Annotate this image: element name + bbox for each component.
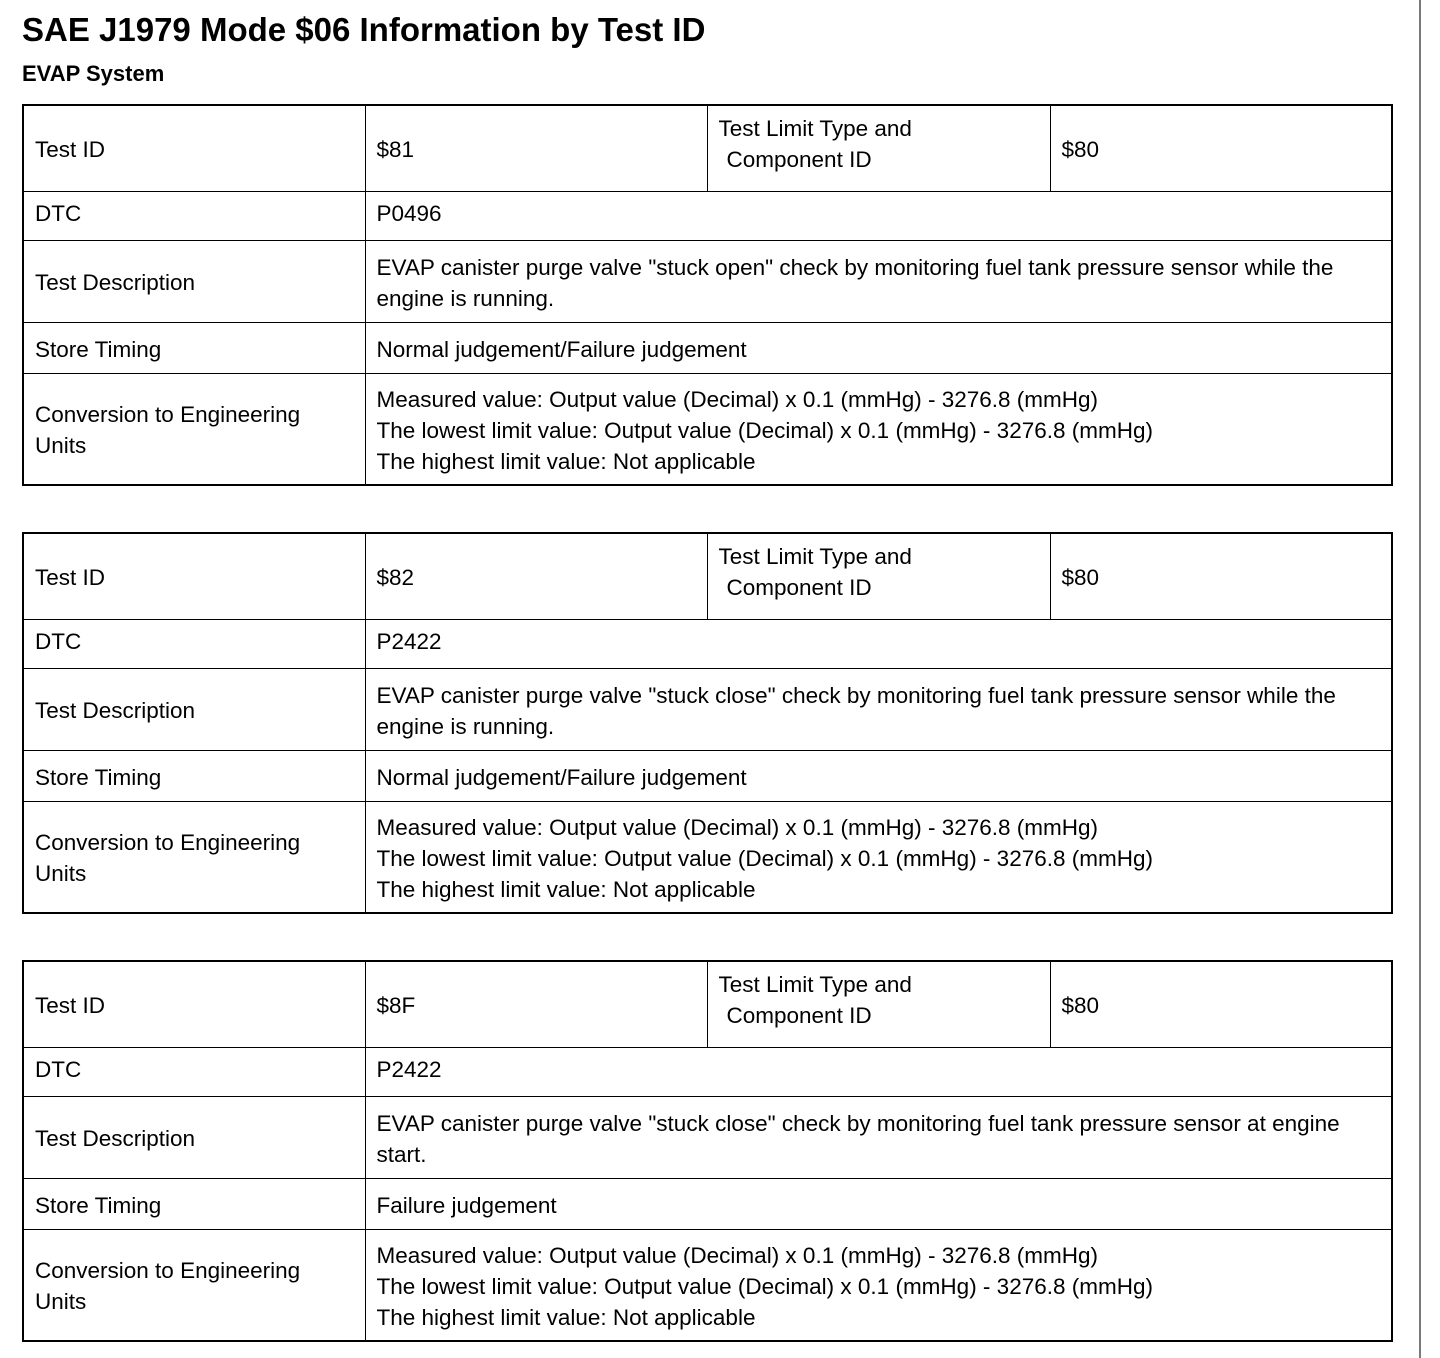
test-table-1 <box>22 104 1393 486</box>
test-description-row <box>23 1097 1392 1179</box>
conversion-value <box>365 1230 1392 1342</box>
test-id-row <box>23 533 1392 620</box>
test-description-label: Test Description <box>23 241 365 323</box>
limit-type-label-line2: Component ID <box>726 147 872 172</box>
limit-type-value: $80 <box>1050 533 1392 620</box>
store-timing-label: Store Timing <box>23 751 365 802</box>
conversion-row <box>23 1230 1392 1342</box>
limit-type-label <box>707 105 1050 192</box>
test-id-row <box>23 961 1392 1048</box>
conversion-row <box>23 374 1392 486</box>
conversion-highest-limit: The highest limit value: Not applicable <box>376 1304 756 1330</box>
test-id-row <box>23 105 1392 192</box>
limit-type-value: $80 <box>1050 961 1392 1048</box>
test-table-3 <box>22 960 1393 1342</box>
conversion-lowest-limit: The lowest limit value: Output value (Decimal) x 0.1 (mmHg) - 3276.8 (mmHg) <box>376 845 1153 871</box>
test-description-value: EVAP canister purge valve "stuck open" check by monitoring fuel tank pressure sensor while the engine is running. <box>365 241 1392 323</box>
conversion-value <box>365 374 1392 486</box>
limit-type-label-line2: Component ID <box>726 575 872 600</box>
conversion-measured: Measured value: Output value (Decimal) x 0.1 (mmHg) - 3276.8 (mmHg) <box>376 814 1098 840</box>
store-timing-row <box>23 323 1392 374</box>
dtc-label: DTC <box>35 1057 82 1082</box>
conversion-lowest-limit: The lowest limit value: Output value (Decimal) x 0.1 (mmHg) - 3276.8 (mmHg) <box>376 1273 1153 1299</box>
dtc-value: P0496 <box>376 201 442 226</box>
store-timing-row <box>23 1179 1392 1230</box>
dtc-row <box>23 1048 1392 1097</box>
store-timing-value: Normal judgement/Failure judgement <box>365 323 1392 374</box>
store-timing-label: Store Timing <box>23 1179 365 1230</box>
store-timing-value: Normal judgement/Failure judgement <box>365 751 1392 802</box>
test-id-value: $82 <box>365 533 707 620</box>
dtc-row <box>23 192 1392 241</box>
test-description-row <box>23 241 1392 323</box>
test-description-label: Test Description <box>23 1097 365 1179</box>
limit-type-label-line1: Test Limit Type and <box>718 544 912 569</box>
dtc-label: DTC <box>35 201 82 226</box>
test-table-2 <box>22 532 1393 914</box>
dtc-label: DTC <box>35 629 82 654</box>
test-description-value: EVAP canister purge valve "stuck close" check by monitoring fuel tank pressure sensor at engine start. <box>365 1097 1392 1179</box>
test-id-label: Test ID <box>23 533 365 620</box>
conversion-label: Conversion to Engineering Units <box>23 802 365 914</box>
test-description-value: EVAP canister purge valve "stuck close" check by monitoring fuel tank pressure sensor while the engine is running. <box>365 669 1392 751</box>
document-title: SAE J1979 Mode $06 Information by Test ID <box>22 11 706 48</box>
limit-type-value: $80 <box>1050 105 1392 192</box>
limit-type-label <box>707 961 1050 1048</box>
conversion-row <box>23 802 1392 914</box>
limit-type-label-line2: Component ID <box>726 1003 872 1028</box>
store-timing-row <box>23 751 1392 802</box>
test-description-row <box>23 669 1392 751</box>
test-id-label: Test ID <box>23 105 365 192</box>
store-timing-label: Store Timing <box>23 323 365 374</box>
conversion-label: Conversion to Engineering Units <box>23 374 365 486</box>
limit-type-label-line1: Test Limit Type and <box>718 116 912 141</box>
conversion-highest-limit: The highest limit value: Not applicable <box>376 448 756 474</box>
conversion-lowest-limit: The lowest limit value: Output value (Decimal) x 0.1 (mmHg) - 3276.8 (mmHg) <box>376 417 1153 443</box>
conversion-measured: Measured value: Output value (Decimal) x 0.1 (mmHg) - 3276.8 (mmHg) <box>376 386 1098 412</box>
conversion-value <box>365 802 1392 914</box>
test-id-label: Test ID <box>23 961 365 1048</box>
store-timing-value: Failure judgement <box>365 1179 1392 1230</box>
conversion-highest-limit: The highest limit value: Not applicable <box>376 876 756 902</box>
dtc-value: P2422 <box>376 629 442 654</box>
test-id-value: $8F <box>365 961 707 1048</box>
limit-type-label <box>707 533 1050 620</box>
limit-type-label-line1: Test Limit Type and <box>718 972 912 997</box>
dtc-row <box>23 620 1392 669</box>
conversion-measured: Measured value: Output value (Decimal) x 0.1 (mmHg) - 3276.8 (mmHg) <box>376 1242 1098 1268</box>
page-edge-rule <box>1419 0 1421 1358</box>
test-description-label: Test Description <box>23 669 365 751</box>
document-subtitle: EVAP System <box>22 61 165 86</box>
conversion-label: Conversion to Engineering Units <box>23 1230 365 1342</box>
dtc-value: P2422 <box>376 1057 442 1082</box>
test-id-value: $81 <box>365 105 707 192</box>
